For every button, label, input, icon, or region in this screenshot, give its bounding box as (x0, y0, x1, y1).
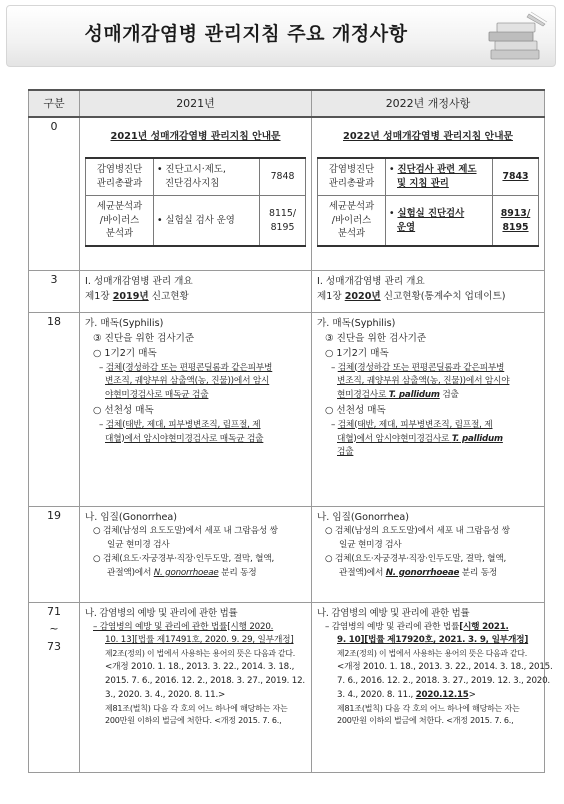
phone-cell: 8115/ 8195 (260, 196, 306, 246)
cell-2021: 나. 임질(Gonorrhea) ○ 검체(남성의 요도도말)에서 세포 내 그람음성 쌍 일균 현미경 검사 ○ 검체(요도·자궁경부·직장·인두도말, 결막, 혈액, 관절액)에서 N. gonorrhoeae 분리 동정 (80, 506, 312, 602)
page-title: 성매개감염병 관리지침 주요 개정사항 (84, 23, 408, 45)
phone-cell: 7848 (260, 158, 306, 196)
table-row (29, 270, 545, 312)
contact-row (318, 158, 539, 196)
revision-table (28, 89, 553, 773)
dept-cell: 감염병진단 관리총괄과 (318, 158, 386, 196)
gubun-cell: 19 (29, 506, 80, 602)
cell-2021 (80, 117, 312, 270)
contact-table (317, 157, 539, 247)
task-cell: • 실험실 검사 운영 (154, 196, 260, 246)
cell-2021: 가. 매독(Syphilis) ③ 진단을 위한 검사기준 ○ 1기2기 매독 – 검체(경성하감 또는 편평콘딜롬과 같은피부병 변조직, 궤양부위 삼출액(농, 진물))에서 암시 야현미경검사로 매독균 검출 ○ 선천성 매독 – 검체(태반, 제대, 피부병변조직, 림프절, 제 대혈)에서 암시야현미경검사로 매독균 검출 (80, 312, 312, 506)
contact-row (318, 196, 539, 246)
header-gubun: 구분 (29, 90, 80, 117)
task-cell: • 진단고시·제도, 진단검사지침 (154, 158, 260, 196)
table-row (29, 312, 545, 506)
cell-2021: Ⅰ. 성매개감염병 관리 개요 제1장 2019년 신고현황 (80, 270, 312, 312)
table-row (29, 602, 545, 772)
contact-row (86, 158, 306, 196)
header-2021: 2021년 (80, 90, 312, 117)
cell-2022: 나. 임질(Gonorrhea) ○ 검체(남성의 요도도말)에서 세포 내 그람음성 쌍 일균 현미경 검사 ○ 검체(요도·자궁경부·직장·인두도말, 결막, 혈액, 관절액)에서 N. gonorrhoeae 분리 동정 (312, 506, 545, 602)
guide-title: 2022년 성매개감염병 관리지침 안내문 (343, 131, 513, 142)
gubun-cell: 71 ~ 73 (29, 602, 80, 772)
title-banner (6, 5, 556, 67)
dept-cell: 세균분석과 /바이러스 분석과 (86, 196, 154, 246)
phone-cell: 7843 (493, 158, 539, 196)
table-row (29, 117, 545, 270)
contact-row (86, 196, 306, 246)
books-icon (485, 10, 549, 66)
dept-cell: 감염병진단 관리총괄과 (86, 158, 154, 196)
cell-2021: 나. 감염병의 예방 및 관리에 관한 법률 – 감염병의 예방 및 관리에 관한 법률[시행 2020. 10. 13][법률 제17491호, 2020. 9. 29, 일부개정] 제2조(정의) 이 법에서 사용하는 용어의 뜻은 다음과 같다. <개정 2010. 1. 18., 2013. 3. 22., 2014. 3. 18., 2015. 7. 6., 2016. 12. 2., 2018. 3. 27., 2019. 12. 3., 2020. 3. 4., 2020. 8. 11.> 제81조(벌칙) 다음 각 호의 어느 하나에 해당하는 자는 200만원 이하의 벌금에 처한다. <개정 2015. 7. 6., (80, 602, 312, 772)
contact-table (85, 157, 306, 247)
header-2022: 2022년 개정사항 (312, 90, 545, 117)
guide-title: 2021년 성매개감염병 관리지침 안내문 (110, 131, 281, 142)
header-row (29, 90, 545, 117)
phone-cell: 8913/ 8195 (493, 196, 539, 246)
gubun-cell: 18 (29, 312, 80, 506)
cell-2022: 가. 매독(Syphilis) ③ 진단을 위한 검사기준 ○ 1기2기 매독 – 검체(경성하감 또는 편평콘딜롬과 같은피부병 변조직, 궤양부위 삼출액(농, 진물))에서 암시야 현미경검사로 T. pallidum 검출 ○ 선천성 매독 – 검체(태반, 제대, 피부병변조직, 림프절, 제 대혈)에서 암시야현미경검사로 T. pallidum 검출 (312, 312, 545, 506)
dept-cell: 세균분석과 /바이러스 분석과 (318, 196, 386, 246)
cell-2022: Ⅰ. 성매개감염병 관리 개요 제1장 2020년 신고현황(통계수치 업데이트) (312, 270, 545, 312)
table-row (29, 506, 545, 602)
cell-2022 (312, 117, 545, 270)
task-cell: • 진단검사 관련 제도 및 지침 관리 (386, 158, 493, 196)
task-cell: • 실험실 진단검사 운영 (386, 196, 493, 246)
gubun-cell: 3 (29, 270, 80, 312)
gubun-cell: 0 (29, 117, 80, 270)
cell-2022: 나. 감염병의 예방 및 관리에 관한 법률 – 감염병의 예방 및 관리에 관한 법률[시행 2021. 9. 10][법률 제17920호, 2021. 3. 9, 일부개정] 제2조(정의) 이 법에서 사용하는 용어의 뜻은 다음과 같다. <개정 2010. 1. 18., 2013. 3. 22., 2014. 3. 18., 2015. 7. 6., 2016. 12. 2., 2018. 3. 27., 2019. 12. 3., 2020. 3. 4., 2020. 8. 11., 2020.12.15> 제81조(벌칙) 다음 각 호의 어느 하나에 해당하는 자는 200만원 이하의 벌금에 처한다. <개정 2015. 7. 6., (312, 602, 545, 772)
